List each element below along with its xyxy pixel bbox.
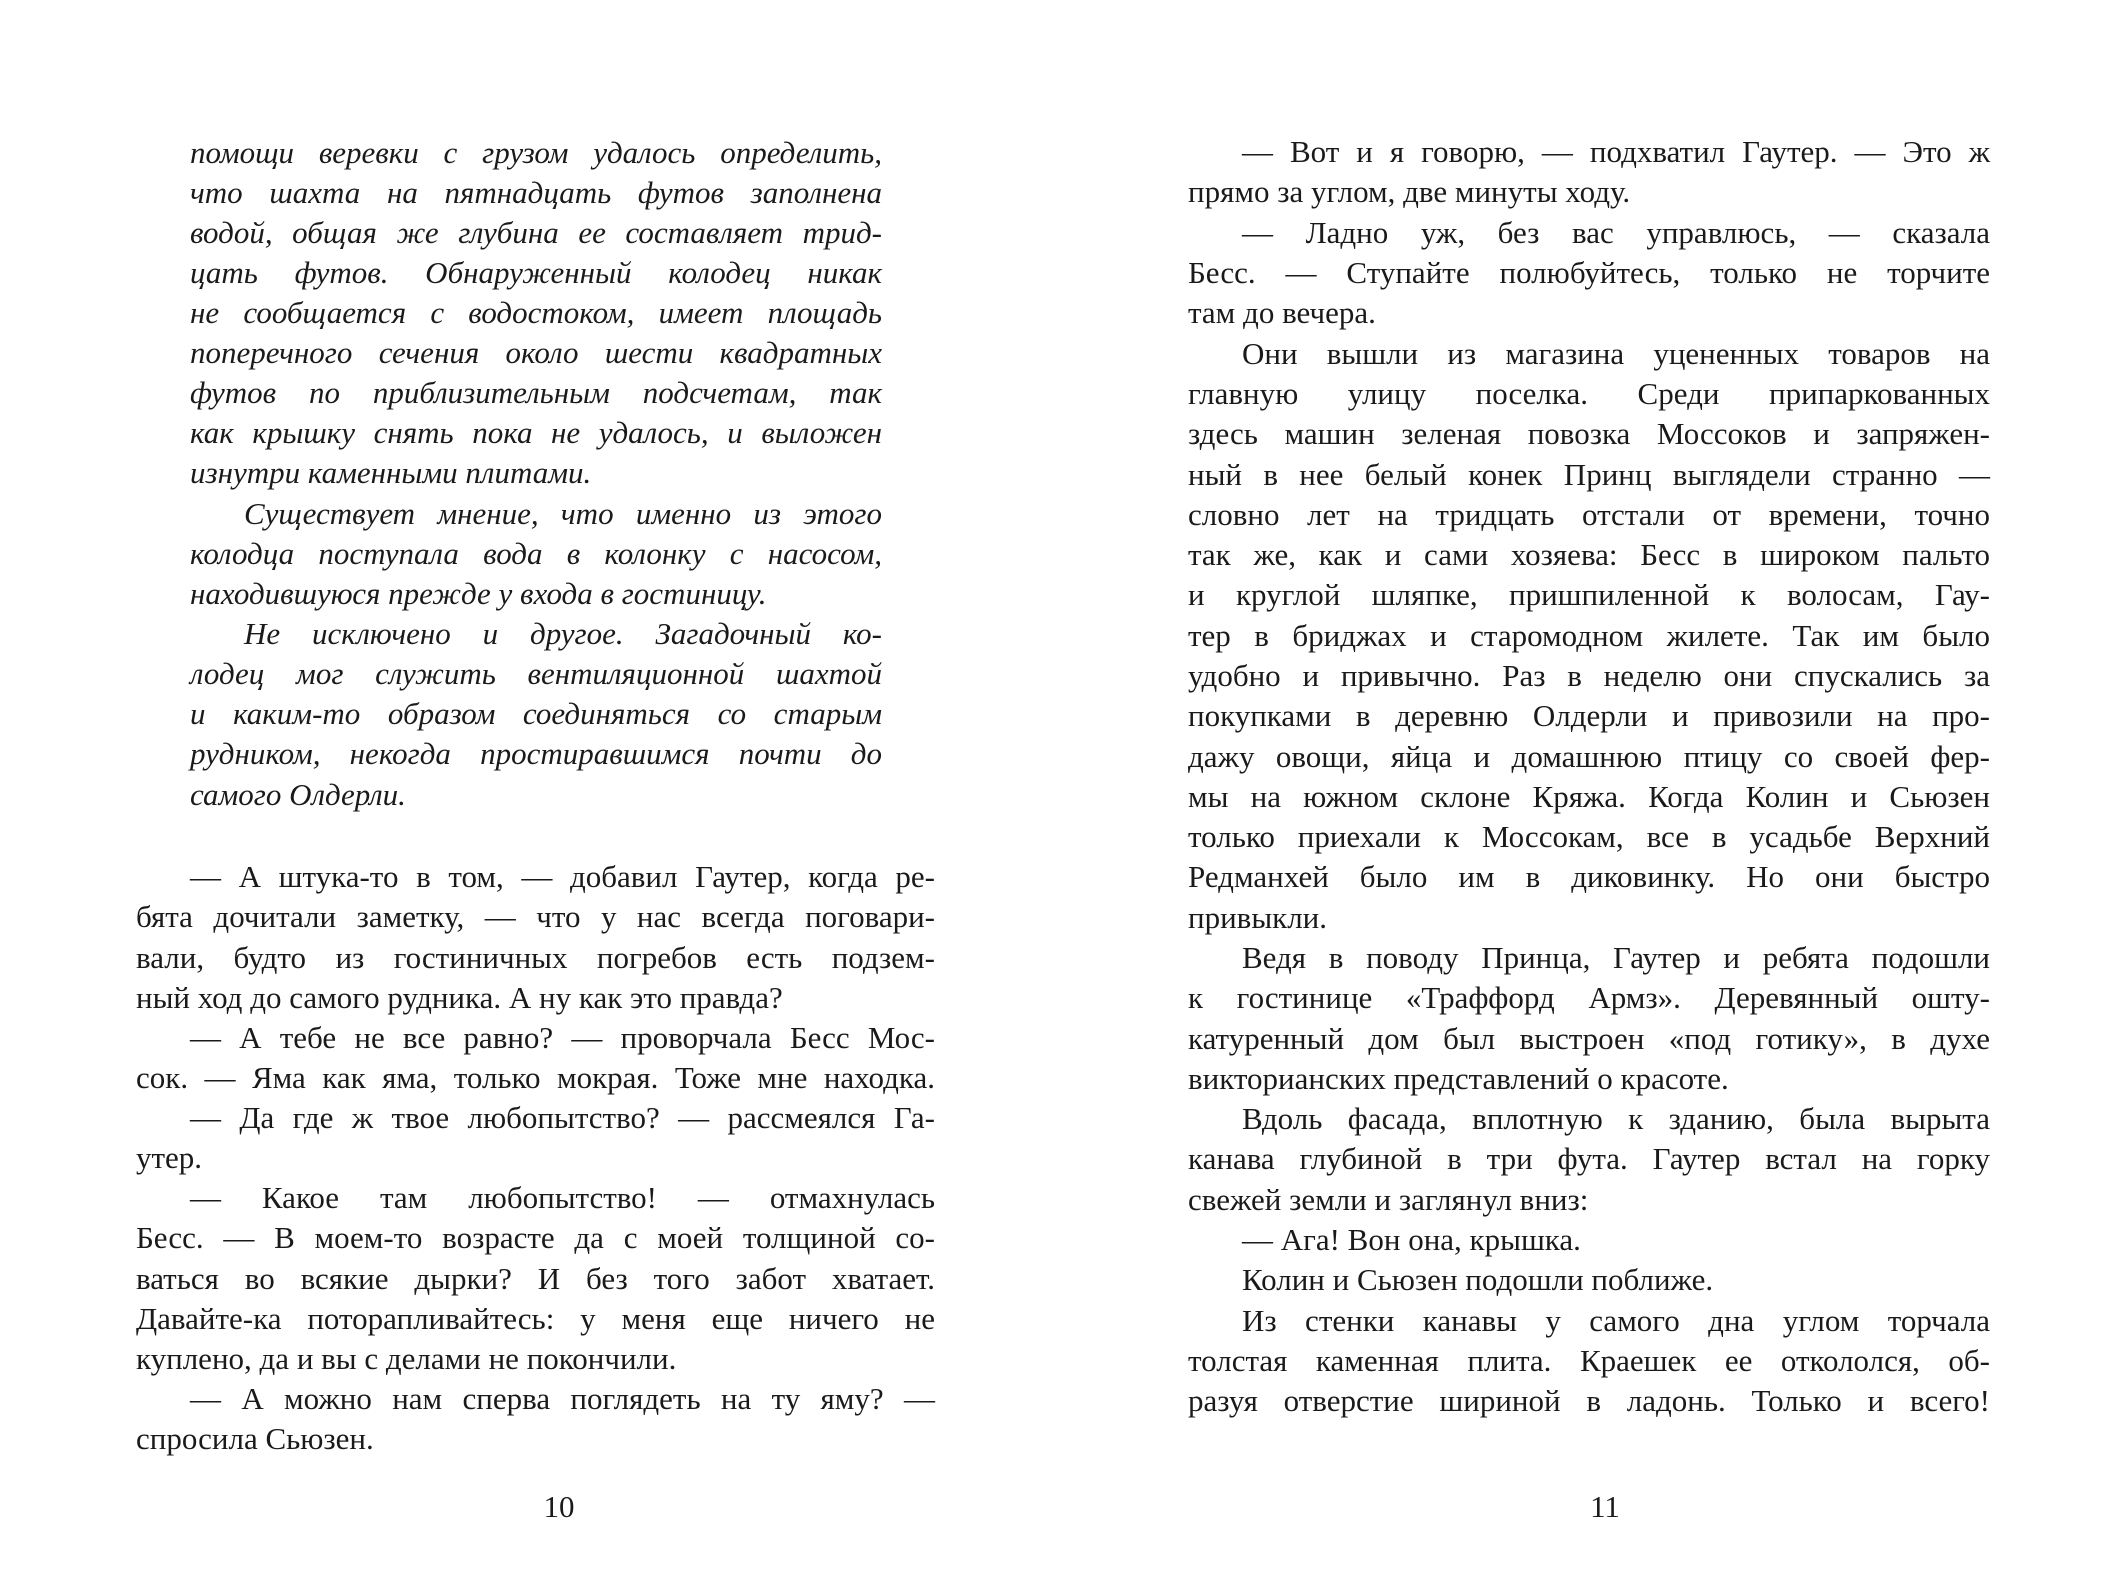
text-line: покупками в деревню Олдерли и привозили на про- [1188, 698, 1990, 733]
text-line: — А тебе не все равно? — проворчала Бесс Мос- [190, 1020, 935, 1055]
quote-line: цать футов. Обнаруженный колодец никак [190, 255, 882, 290]
text-line: словно лет на тридцать отстали от времени, точно [1188, 497, 1990, 532]
text-line: бята дочитали заметку, — что у нас всегда поговари- [136, 899, 935, 934]
quote-line: не сообщается с водостоком, имеет площадь [190, 295, 882, 330]
text-line: свежей земли и заглянул вниз: [1188, 1182, 1589, 1217]
text-line: — Ладно уж, без вас управлюсь, — сказала [1242, 215, 1990, 250]
text-line: так же, как и сами хозяева: Бесс в широком пальто [1188, 537, 1990, 572]
text-line: привыкли. [1188, 900, 1328, 935]
text-line: прямо за углом, две минуты ходу. [1188, 174, 1631, 209]
text-line: — А можно нам сперва поглядеть на ту яму? — [190, 1381, 935, 1416]
text-line: Вдоль фасада, вплотную к зданию, была вырыта [1242, 1101, 1990, 1136]
right-page [1055, 0, 2110, 1582]
text-line: там до вечера. [1188, 295, 1376, 330]
quote-line: изнутри каменными плитами. [190, 455, 592, 490]
quote-line: Существует мнение, что именно из этого [244, 496, 882, 531]
quote-line: футов по приблизительным подсчетам, так [190, 375, 882, 410]
text-line: утер. [136, 1140, 203, 1175]
quote-line: и каким-то образом соединяться со старым [190, 696, 882, 731]
text-line: викторианских представлений о красоте. [1188, 1061, 1729, 1096]
text-line: к гостинице «Траффорд Армз». Деревянный ошту- [1188, 980, 1990, 1015]
quote-line: что шахта на пятнадцать футов заполнена [190, 175, 882, 210]
page-number: 11 [1590, 1489, 1620, 1524]
text-line: — Ага! Вон она, крышка. [1242, 1222, 1581, 1257]
quote-line: Не исключено и другое. Загадочный ко- [244, 616, 882, 651]
text-line: — Да где ж твое любопытство? — рассмеялся Га- [190, 1100, 935, 1135]
text-line: сок. — Яма как яма, только мокрая. Тоже мне находка. [136, 1060, 935, 1095]
text-line: мы на южном склоне Кряжа. Когда Колин и Сьюзен [1188, 779, 1990, 814]
text-line: разуя отверстие шириной в ладонь. Только и всего! [1188, 1383, 1990, 1418]
quote-line: лодец мог служить вентиляционной шахтой [190, 656, 882, 691]
quote-line: находившуюся прежде у входа в гостиницу. [190, 576, 767, 611]
text-line: и круглой шляпке, пришпиленной к волосам, Гау- [1188, 577, 1990, 612]
text-line: только приехали к Моссокам, все в усадьбе Верхний [1188, 819, 1990, 854]
text-line: канава глубиной в три фута. Гаутер встал на горку [1188, 1141, 1990, 1176]
text-line: Редманхей было им в диковинку. Но они быстро [1188, 859, 1990, 894]
quote-line: самого Олдерли. [190, 777, 406, 812]
text-line: ный ход до самого рудника. А ну как это правда? [136, 980, 783, 1015]
text-line: Из стенки канавы у самого дна углом торчала [1242, 1303, 1990, 1338]
text-line: катуренный дом был выстроен «под готику», в духе [1188, 1021, 1990, 1056]
text-line: здесь машин зеленая повозка Моссоков и запряжен- [1188, 416, 1990, 451]
text-line: куплено, да и вы с делами не покончили. [136, 1341, 677, 1376]
text-line: Бесс. — В моем-то возрасте да с моей толщиной со- [136, 1220, 935, 1255]
text-line: ваться во всякие дырки? И без того забот хватает. [136, 1261, 935, 1296]
quote-line: рудником, некогда простиравшимся почти до [190, 736, 882, 771]
quote-line: колодца поступала вода в колонку с насосом, [190, 536, 882, 571]
page-number: 10 [543, 1489, 575, 1524]
text-line: Они вышли из магазина уцененных товаров на [1242, 336, 1990, 371]
quote-line: водой, общая же глубина ее составляет трид- [190, 215, 882, 250]
text-line: ный в нее белый конек Принц выглядели странно — [1188, 457, 1990, 492]
text-line: — Какое там любопытство! — отмахнулась [190, 1180, 935, 1215]
text-line: главную улицу поселка. Среди припаркованных [1188, 376, 1990, 411]
text-line: Колин и Сьюзен подошли поближе. [1242, 1262, 1714, 1297]
text-line: — Вот и я говорю, — подхватил Гаутер. — Это ж [1242, 134, 1990, 169]
quote-line: поперечного сечения около шести квадратных [190, 335, 882, 370]
quote-line: помощи веревки с грузом удалось определить, [190, 135, 882, 170]
quote-line: как крышку снять пока не удалось, и выложен [190, 415, 882, 450]
text-line: Давайте-ка поторапливайтесь: у меня еще ничего не [136, 1301, 935, 1336]
text-line: Ведя в поводу Принца, Гаутер и ребята подошли [1242, 940, 1990, 975]
text-line: удобно и привычно. Раз в неделю они спускались за [1188, 658, 1990, 693]
text-line: толстая каменная плита. Краешек ее откололся, об- [1188, 1343, 1990, 1378]
text-line: тер в бриджах и старомодном жилете. Так им было [1188, 618, 1990, 653]
text-line: — А штука-то в том, — добавил Гаутер, когда ре- [190, 859, 935, 894]
text-line: спросила Сьюзен. [136, 1421, 374, 1456]
text-line: Бесс. — Ступайте полюбуйтесь, только не торчите [1188, 255, 1990, 290]
text-line: вали, будто из гостиничных погребов есть подзем- [136, 940, 935, 975]
text-line: дажу овощи, яйца и домашнюю птицу со своей фер- [1188, 739, 1990, 774]
